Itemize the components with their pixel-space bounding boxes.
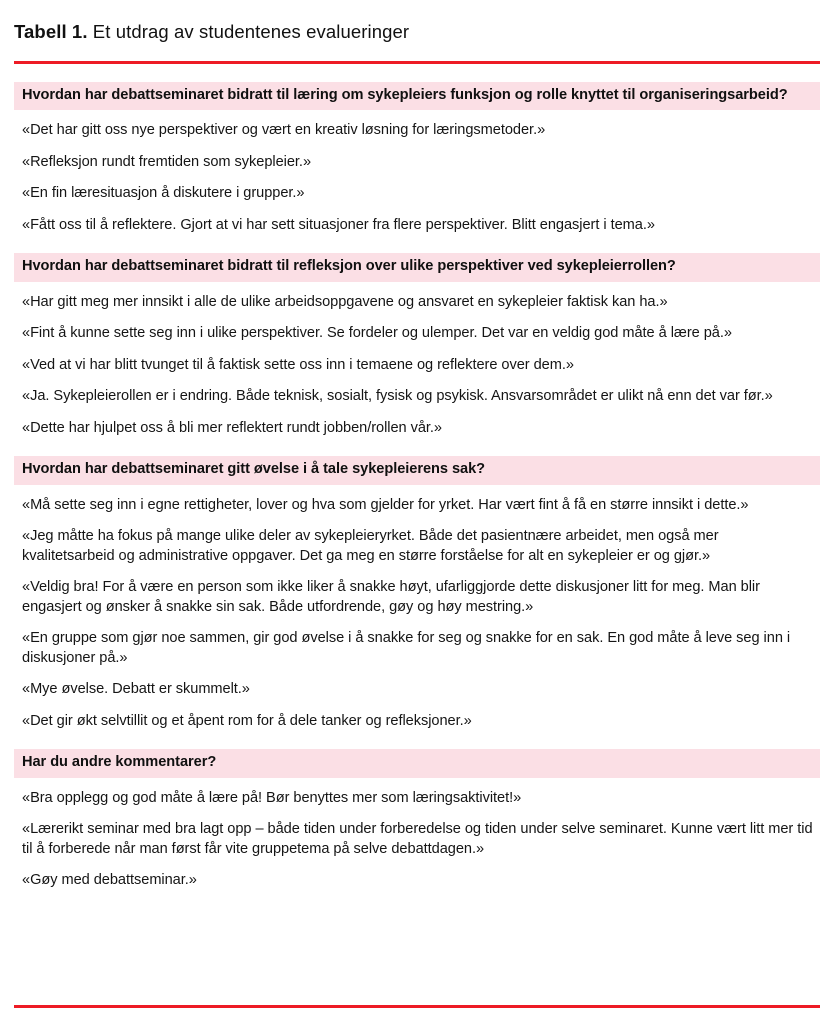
table-section [14,456,820,731]
table-top-rule [14,61,820,64]
student-quote: «Dette har hjulpet oss å bli mer reflektert rundt jobben/rollen vår.» [22,419,442,436]
table-body [14,82,820,891]
table-caption [14,0,820,43]
student-quote: «Ja. Sykepleierollen er i endring. Både teknisk, sosialt, fysisk og psykisk. Ansvarsområdet er ulikt nå enn det var før.» [22,388,773,404]
student-quote: «Lærerikt seminar med bra lagt opp – både tiden under forberedelse og tiden under selve seminaret. Kunne vært litt mer tid til å forberede når man først får vite gruppetema på selve debattdagen.» [22,821,813,857]
table-caption-label: Tabell 1. [14,21,88,42]
student-quote: «Det har gitt oss nye perspektiver og vært en kreativ løsning for læringsmetoder.» [22,122,546,138]
student-quote: «Gøy med debattseminar.» [22,872,197,888]
student-quote: «Fått oss til å reflektere. Gjort at vi har sett situasjoner fra flere perspektiver. Blitt engasjert i tema.» [22,216,655,233]
student-quote: «En fin læresituasjon å diskutere i grupper.» [22,185,305,201]
section-header-question: Hvordan har debattseminaret gitt øvelse i å tale sykepleierens sak? [14,456,820,485]
table-bottom-rule [14,1005,820,1008]
section-quote-list [14,496,820,732]
section-header-question: Har du andre kommentarer? [14,749,820,778]
section-quote-list [14,789,820,891]
section-header-question: Hvordan har debattseminaret bidratt til læring om sykepleiers funksjon og rolle knyttet til organiseringsarbeid? [14,82,820,111]
table-caption-text: Et utdrag av studentenes evalueringer [87,21,410,42]
student-quote: «Refleksjon rundt fremtiden som sykepleier.» [22,153,312,170]
student-quote: «Jeg måtte ha fokus på mange ulike deler av sykepleieryrket. Både det pasientnære arbeidet, men også mer kvalitetsarbeid og administrative oppgaver. Det ga meg en større forståelse for alt en sykepleier er og gjør.» [22,528,719,564]
student-quote: «Bra opplegg og god måte å lære på! Bør benyttes mer som læringsaktivitet!» [22,789,522,806]
student-quote: «Mye øvelse. Debatt er skummelt.» [22,681,250,697]
student-quote: «Fint å kunne sette seg inn i ulike perspektiver. Se fordeler og ulemper. Det var en veldig god måte å lære på.» [22,325,732,341]
student-quote: «Veldig bra! For å være en person som ikke liker å snakke høyt, ufarliggjorde dette diskusjoner litt for meg. Man blir engasjert og ønsker å snakke sin sak. Både utfordrende, gøy og høy mestring.» [22,579,760,615]
section-quote-list [14,293,820,439]
student-quote: «En gruppe som gjør noe sammen, gir god øvelse i å snakke for seg og snakke for en sak. En god måte å leve seg inn i diskusjoner på.» [22,630,791,666]
student-quote: «Ved at vi har blitt tvunget til å faktisk sette oss inn i temaene og reflektere over dem.» [22,356,574,373]
section-quote-list [14,121,820,235]
table-section [14,82,820,236]
table-section [14,749,820,891]
student-quote: «Har gitt meg mer innsikt i alle de ulike arbeidsoppgavene og ansvaret en sykepleier faktisk kan ha.» [22,293,668,310]
student-quote: «Det gir økt selvtillit og et åpent rom for å dele tanker og refleksjoner.» [22,712,472,729]
student-quote: «Må sette seg inn i egne rettigheter, lover og hva som gjelder for yrket. Har vært fint å få en større innsikt i dette.» [22,496,749,513]
section-header-question: Hvordan har debattseminaret bidratt til refleksjon over ulike perspektiver ved sykepleierrollen? [14,253,820,282]
table-section [14,253,820,438]
